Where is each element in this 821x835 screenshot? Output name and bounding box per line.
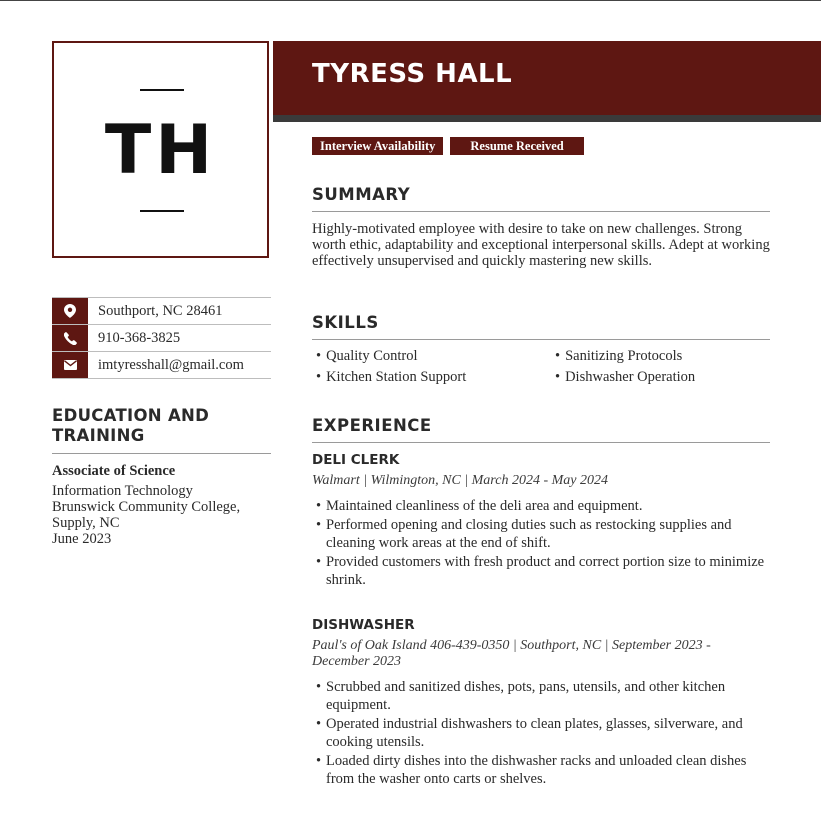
summary-text: Highly-motivated employee with desire to take on new challenges. Strong worth ethic, adaptability and exceptional interpersonal skills. Adept at working effectively unsupervised and quickly mastering new skills. [312,221,770,270]
email-link[interactable]: imtyresshall@gmail.com [98,356,244,373]
candidate-name: TYRESS HALL [312,59,513,89]
monogram-box [52,41,269,258]
summary-heading: SUMMARY [312,185,770,212]
education-date: June 2023 [52,531,112,547]
skill-item: • Sanitizing Protocols [555,348,682,365]
job-title: DELI CLERK [312,452,400,468]
job-bullet: • Operated industrial dishwashers to clean plates, glasses, silverware, and cooking utensils. [316,715,768,751]
job-bullets [316,678,768,789]
contact-phone [52,324,271,351]
monogram-top-rule [140,89,184,91]
job-meta: Paul's of Oak Island 406-439-0350 | Southport, NC | September 2023 - December 2023 [312,638,711,669]
skill-item: • Quality Control [316,348,418,365]
job-bullet: • Performed opening and closing duties such as restocking supplies and cleaning work areas at the end of shift. [316,516,768,552]
education-school: Brunswick Community College, [52,499,241,515]
phone-text: 910-368-3825 [98,329,181,346]
contact-email [52,351,271,379]
job-bullet: • Loaded dirty dishes into the dishwasher racks and unloaded clean dishes from the washer onto carts or shelves. [316,752,768,788]
phone-icon [52,325,88,351]
envelope-icon [52,352,88,378]
job-bullets [316,497,768,590]
job-bullet: • Provided customers with fresh product and correct portion size to minimize shrink. [316,553,768,589]
address-text: Southport, NC 28461 [98,302,223,319]
experience-heading: EXPERIENCE [312,416,770,443]
job-meta: Walmart | Wilmington, NC | March 2024 - May 2024 [312,473,608,488]
map-pin-icon [52,298,88,324]
badge-resume-received[interactable]: Resume Received [450,137,583,155]
skill-item: • Kitchen Station Support [316,369,466,386]
header-band-shadow [273,115,821,122]
job-title: DISHWASHER [312,617,415,633]
education-field: Information Technology [52,483,193,499]
top-rule [0,0,821,1]
badge-interview-availability[interactable]: Interview Availability [312,137,443,155]
contact-address [52,297,271,324]
skills-heading: SKILLS [312,313,770,340]
job-bullet: • Scrubbed and sanitized dishes, pots, pans, utensils, and other kitchen equipment. [316,678,768,714]
education-entry [52,463,271,547]
education-degree: Associate of Science [52,463,176,479]
contact-list [52,297,271,379]
status-badges [312,137,584,155]
monogram-initials: TH [104,111,217,190]
monogram-bottom-rule [140,210,184,212]
education-location: Supply, NC [52,515,120,531]
skill-item: • Dishwasher Operation [555,369,695,386]
job-bullet: • Maintained cleanliness of the deli area and equipment. [316,497,768,515]
education-heading: EDUCATION AND TRAINING [52,406,271,454]
